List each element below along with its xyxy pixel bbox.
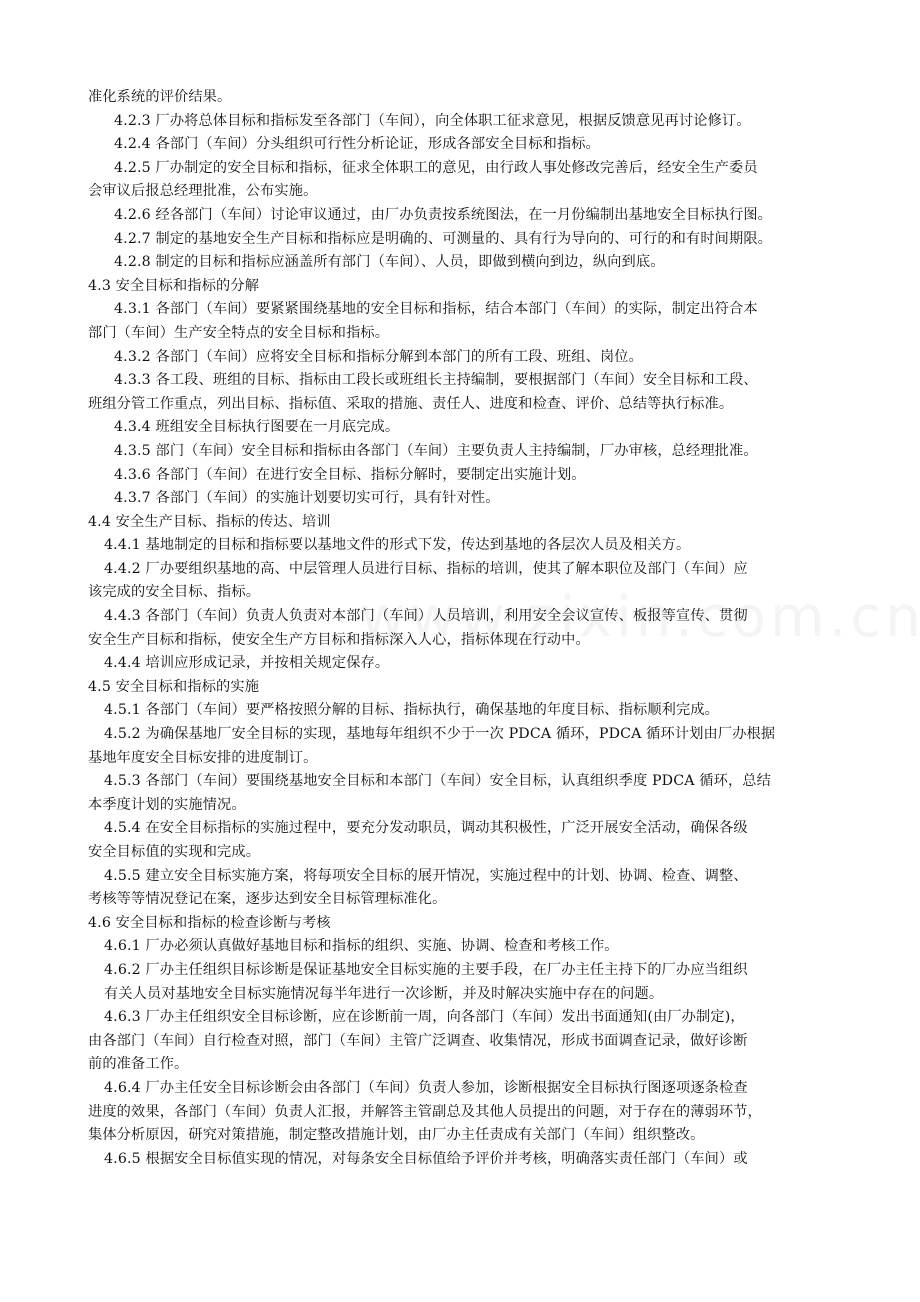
text-line: 4.4.3 各部门（车间）负责人负责对本部门（车间）人员培训，利用安全会议宣传、板报等宣传、贯彻 — [104, 608, 748, 625]
text-line: 4.3 安全目标和指标的分解 — [88, 277, 260, 294]
text-line: 班组分管工作重点，列出目标、指标值、采取的措施、责任人、进度和检查、评价、总结等执行标准。 — [88, 395, 734, 412]
text-line: 4.3.1 各部门（车间）要紧紧围绕基地的安全目标和指标，结合本部门（车间）的实际，制定出符合本 — [114, 301, 758, 318]
text-line: 4.5.3 各部门（车间）要围绕基地安全目标和本部门（车间）安全目标，认真组织季度 PDCA 循环，总结 — [104, 773, 771, 790]
text-line: 4.5 安全目标和指标的实施 — [88, 678, 260, 695]
text-line: 4.3.4 班组安全目标执行图要在一月底完成。 — [114, 419, 400, 436]
text-line: 4.6.3 厂办主任组织安全目标诊断，应在诊断前一周，向各部门（车间）发出书面通知(由厂办制定)， — [104, 1009, 745, 1026]
text-line: 4.5.2 为确保基地厂安全目标的实现，基地每年组织不少于一次 PDCA 循环，PDCA 循环计划由厂办根据 — [104, 726, 776, 743]
text-line: 有关人员对基地安全目标实施情况每半年进行一次诊断，并及时解决实施中存在的问题。 — [104, 985, 664, 1002]
text-line: 4.4.1 基地制定的目标和指标要以基地文件的形式下发，传达到基地的各层次人员及相关方。 — [104, 537, 691, 554]
text-line: 4.3.2 各部门（车间）应将安全目标和指标分解到本部门的所有工段、班组、岗位。 — [114, 348, 643, 365]
text-line: 4.2.3 厂办将总体目标和指标发至各部门（车间），向全体职工征求意见，根据反馈意见再讨论修订。 — [114, 112, 751, 129]
text-line: 准化系统的评价结果。 — [88, 89, 232, 105]
document-body — [88, 86, 840, 1171]
text-line: 4.2.6 经各部门（车间）讨论审议通过，由厂办负责按系统图法，在一月份编制出基地安全目标执行图。 — [114, 206, 773, 223]
text-line: 部门（车间）生产安全特点的安全目标和指标。 — [88, 324, 390, 341]
text-line: 基地年度安全目标安排的进度制订。 — [88, 749, 318, 766]
text-line: 安全生产目标和指标，使安全生产方目标和指标深入人心，指标体现在行动中。 — [88, 631, 590, 648]
text-line: 4.3.3 各工段、班组的目标、指标由工段长或班组长主持编制，要根据部门（车间）安全目标和工段、 — [114, 372, 758, 389]
text-line: 该完成的安全目标、指标。 — [88, 584, 261, 601]
text-line: 4.3.6 各部门（车间）在进行安全目标、指标分解时，要制定出实施计划。 — [114, 466, 586, 483]
text-line: 考核等等情况登记在案，逐步达到安全目标管理标准化。 — [88, 891, 447, 908]
text-line: 4.2.5 厂办制定的安全目标和指标，征求全体职工的意见，由行政人事处修改完善后，经安全生产委员 — [114, 159, 758, 176]
text-line: 4.4 安全生产目标、指标的传达、培训 — [88, 513, 331, 530]
text-line: 4.5.1 各部门（车间）要严格按照分解的目标、指标执行，确保基地的年度目标、指标顺利完成。 — [104, 702, 720, 719]
text-line: 进度的效果，各部门（车间）负责人汇报，并解答主管副总及其他人员提出的问题，对于存在的薄弱环节， — [88, 1103, 762, 1120]
text-line: 4.5.5 建立安全目标实施方案，将每项安全目标的展开情况，实施过程中的计划、协调、检查、调整、 — [104, 867, 748, 884]
text-line: 4.3.5 部门（车间）安全目标和指标由各部门（车间）主要负责人主持编制，厂办审核，总经理批准。 — [114, 442, 758, 459]
text-line: 集体分析原因，研究对策措施，制定整改措施计划，由厂办主任责成有关部门（车间）组织整改。 — [88, 1127, 705, 1144]
text-line: 4.6.1 厂办必须认真做好基地目标和指标的组织、实施、协调、检查和考核工作。 — [104, 938, 619, 955]
text-line: 4.2.8 制定的目标和指标应涵盖所有部门（车间）、人员，即做到横向到边，纵向到底。 — [114, 254, 665, 271]
text-line: 前的准备工作。 — [88, 1056, 189, 1073]
text-line: 4.2.4 各部门（车间）分头组织可行性分析论证，形成各部安全目标和指标。 — [114, 136, 600, 153]
text-line: 4.6.5 根据安全目标值实现的情况，对每条安全目标值给予评价并考核，明确落实责任部门（车间）或 — [104, 1150, 748, 1167]
text-line: 4.4.2 厂办要组织基地的高、中层管理人员进行目标、指标的培训，使其了解本职位及部门（车间）应 — [104, 560, 748, 577]
text-line: 本季度计划的实施情况。 — [88, 796, 246, 813]
text-line: 4.5.4 在安全目标指标的实施过程中，要充分发动职员，调动其积极性，广泛开展安全活动，确保各级 — [104, 820, 748, 837]
text-line: 4.4.4 培训应形成记录，并按相关规定保存。 — [104, 655, 390, 672]
text-line: 4.6.2 厂办主任组织目标诊断是保证基地安全目标实施的主要手段，在厂办主任主持下的厂办应当组织 — [104, 961, 748, 978]
text-line: 4.2.7 制定的基地安全生产目标和指标应是明确的、可测量的、具有行为导向的、可行的和有时间期限。 — [114, 230, 773, 247]
text-line: 4.3.7 各部门（车间）的实施计划要切实可行，具有针对性。 — [114, 490, 500, 507]
text-line: 4.6 安全目标和指标的检查诊断与考核 — [88, 914, 331, 931]
text-line: 由各部门（车间）自行检查对照，部门（车间）主管广泛调查、收集情况，形成书面调查记录，做好诊断 — [88, 1032, 748, 1049]
text-line: 安全目标值的实现和完成。 — [88, 844, 261, 860]
text-line: 4.6.4 厂办主任安全目标诊断会由各部门（车间）负责人参加，诊断根据安全目标执行图逐项逐条检查 — [104, 1079, 748, 1096]
text-line: 会审议后报总经理批准，公布实施。 — [88, 183, 318, 200]
